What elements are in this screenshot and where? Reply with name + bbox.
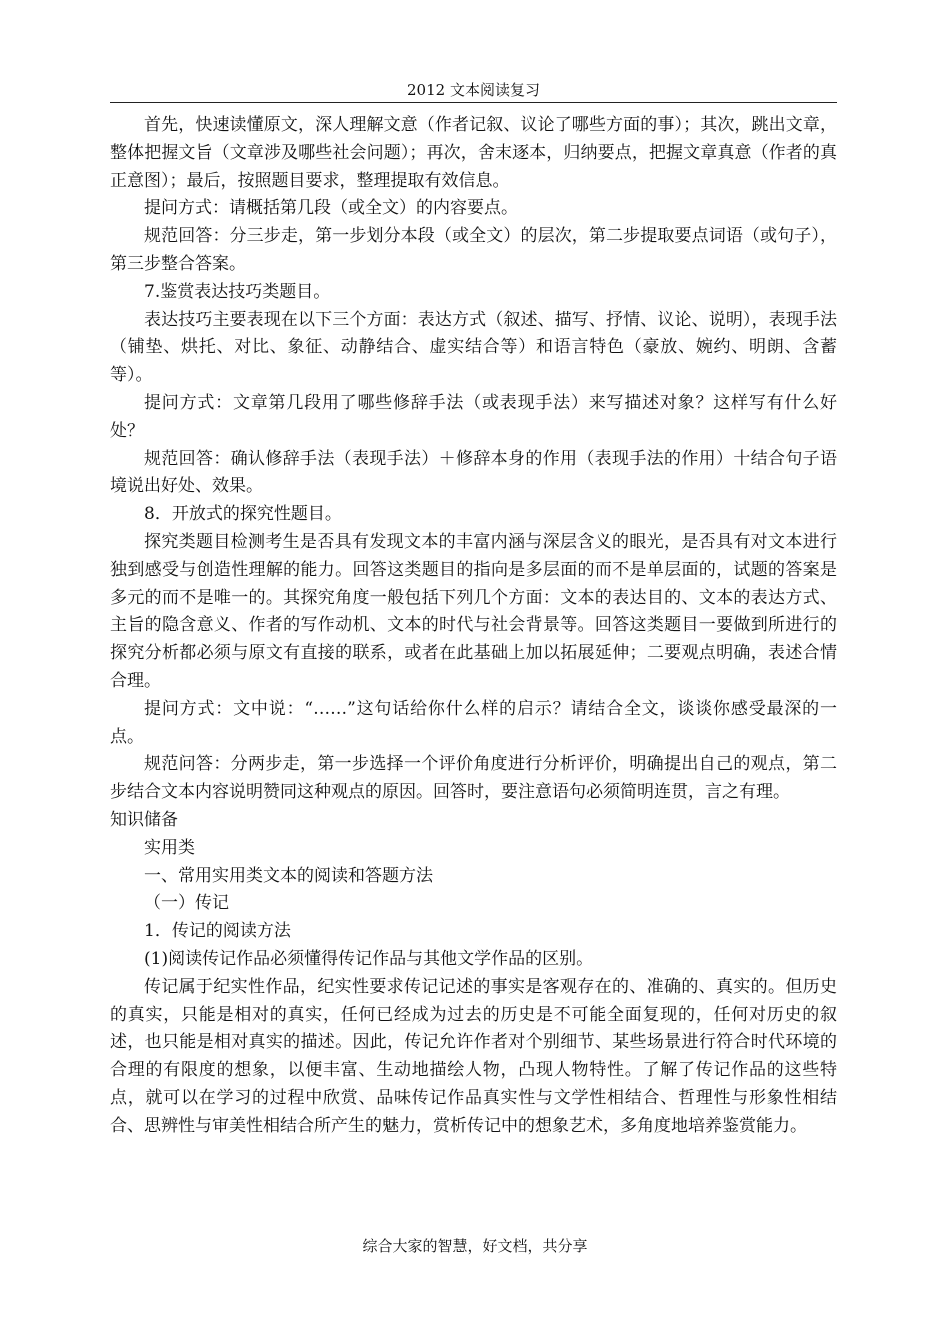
paragraph: 表达技巧主要表现在以下三个方面：表达方式（叙述、描写、抒情、议论、说明），表现手法（铺垫、烘托、对比、象征、动静结合、虚实结合等）和语言特色（豪放、婉约、明朗、含蓄等）。 bbox=[110, 309, 837, 386]
paragraph: (1)阅读传记作品必须懂得传记作品与其他文学作品的区别。 bbox=[144, 948, 594, 969]
header-title: 2012 文本阅读复习 bbox=[407, 81, 540, 99]
section-heading: 知识储备 bbox=[110, 809, 178, 830]
section-heading: 实用类 bbox=[144, 837, 195, 858]
section-heading: （一）传记 bbox=[144, 893, 229, 914]
paragraph: 传记属于纪实性作品，纪实性要求传记记述的事实是客观存在的、准确的、真实的。但历史的真实，只能是相对的真实，任何已经成为过去的历史是不可能全面复现的，任何对历史的叙述，也只能是相对真实的描述。因此，传记允许作者对个别细节、某些场景进行符合时代环境的合理的有限度的想象，以便丰富、生动地描绘人物，凸现人物特性。了解了传记作品的这些特点，就可以在学习的过程中欣赏、品味传记作品真实性与文学性相结合、哲理性与形象性相结合、思辨性与审美性相结合所产生的魅力，赏析传记中的想象艺术，多角度地培养鉴赏能力。 bbox=[110, 976, 837, 1136]
paragraph: 规范问答：分两步走，第一步选择一个评价角度进行分析评价，明确提出自己的观点，第二步结合文本内容说明赞同这种观点的原因。回答时，要注意语句必须简明连贯，言之有理。 bbox=[110, 754, 837, 803]
section-heading: 8．开放式的探究性题目。 bbox=[144, 504, 342, 525]
section-heading: 1．传记的阅读方法 bbox=[144, 921, 291, 942]
paragraph: 规范回答：确认修辞手法（表现手法）＋修辞本身的作用（表现手法的作用）十结合句子语境说出好处、效果。 bbox=[110, 448, 837, 497]
paragraph: 规范回答：分三步走，第一步划分本段（或全文）的层次，第二步提取要点词语（或句子），第三步整合答案。 bbox=[110, 226, 837, 274]
document-body bbox=[110, 112, 837, 1140]
page-footer bbox=[0, 1234, 950, 1258]
paragraph: 提问方式：请概括第几段（或全文）的内容要点。 bbox=[144, 198, 518, 219]
paragraph: 首先，快速读懂原文，深人理解文意（作者记叙、议论了哪些方面的事）；其次，跳出文章，整体把握文旨（文章涉及哪些社会问题）；再次，舍末逐本，归纳要点，把握文章真意（作者的真正意图）；最后，按照题目要求，整理提取有效信息。 bbox=[110, 115, 837, 191]
paragraph: 提问方式：文中说：“……”这句话给你什么样的启示？请结合全文，谈谈你感受最深的一点。 bbox=[110, 698, 837, 747]
section-heading: 7.鉴赏表达技巧类题目。 bbox=[144, 281, 331, 302]
paragraph: 探究类题目检测考生是否具有发现文本的丰富内涵与深层含义的眼光，是否具有对文本进行独到感受与创造性理解的能力。回答这类题目的指向是多层面的而不是单层面的，试题的答案是多元的而不是唯一的。其探究角度一般包括下列几个方面：文本的表达目的、文本的表达方式、主旨的隐含意义、作者的写作动机、文本的时代与社会背景等。回答这类题目一要做到所进行的探究分析都必须与原文有直接的联系，或者在此基础上加以拓展延伸；二要观点明确，表述合情合理。 bbox=[110, 531, 837, 691]
page-header bbox=[110, 78, 837, 103]
footer-text: 综合大家的智慧，好文档，共分享 bbox=[362, 1237, 588, 1255]
paragraph: 提问方式：文章第几段用了哪些修辞手法（或表现手法）来写描述对象？这样写有什么好处？ bbox=[110, 392, 837, 441]
section-heading: 一、常用实用类文本的阅读和答题方法 bbox=[144, 865, 433, 886]
